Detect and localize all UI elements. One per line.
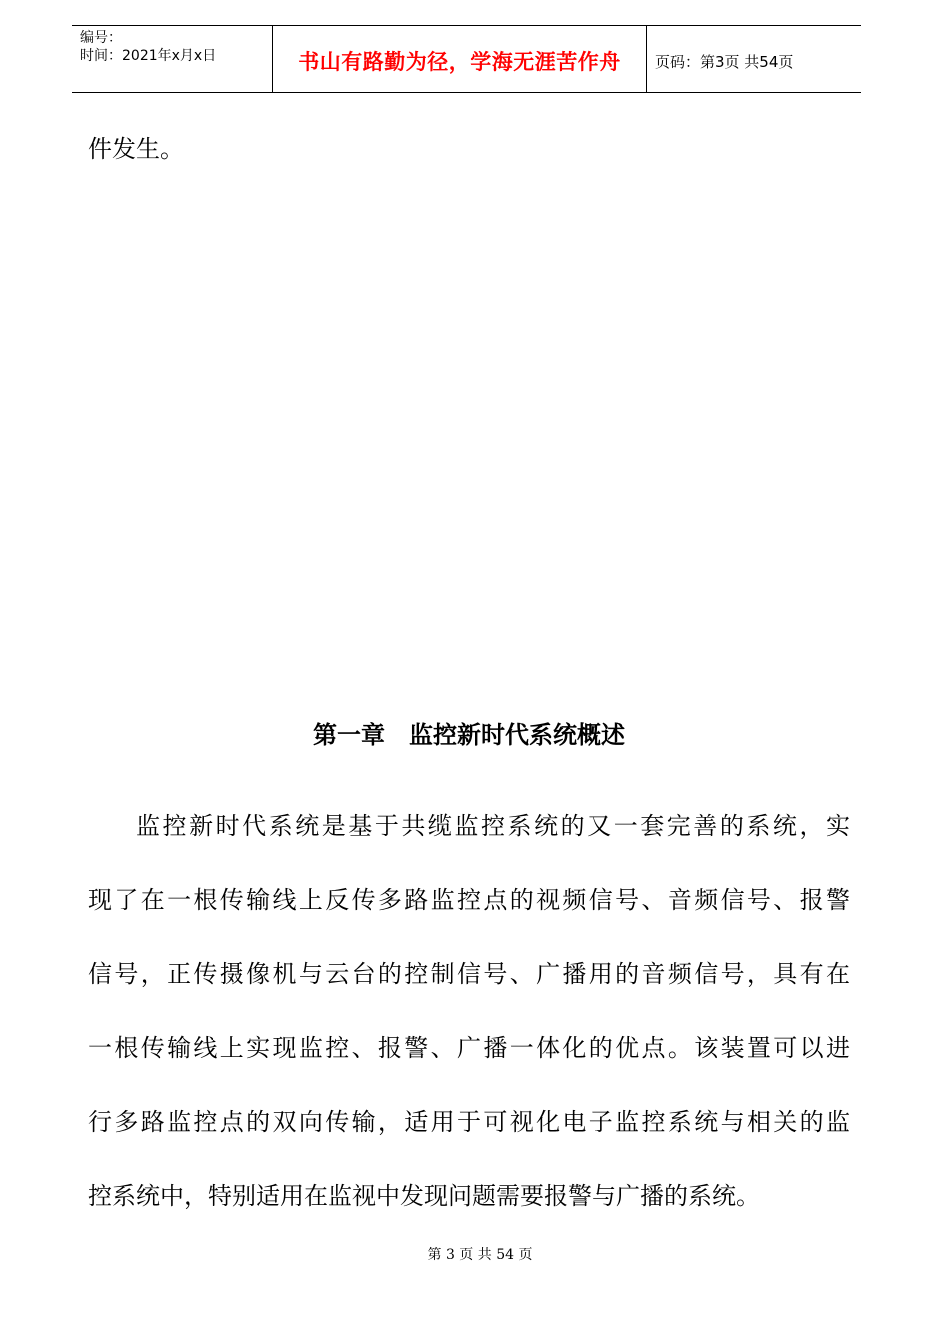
- header-motto: 书山有路勤为径，学海无涯苦作舟: [273, 26, 647, 92]
- header-meta: [72, 26, 273, 92]
- chapter-title: 第一章 监控新时代系统概述: [313, 721, 625, 749]
- page-header: [72, 25, 861, 93]
- paragraph-line: 现了在一根传输线上反传多路监控点的视频信号、音频信号、报警: [88, 886, 850, 914]
- header-page-label: 页码：第3页 共54页: [655, 52, 794, 71]
- continued-text: 件发生。: [88, 135, 184, 163]
- paragraph-line: 一根传输线上实现监控、报警、广播一体化的优点。该装置可以进: [88, 1034, 850, 1062]
- paragraph-line: 行多路监控点的双向传输，适用于可视化电子监控系统与相关的监: [88, 1108, 850, 1136]
- document-number-label: 编号：: [80, 30, 122, 46]
- document-time-label: 时间：2021年x月x日: [80, 48, 217, 64]
- paragraph-line: 控系统中，特别适用在监视中发现问题需要报警与广播的系统。: [88, 1182, 760, 1210]
- page-footer: 第 3 页 共 54 页: [427, 1247, 533, 1263]
- paragraph-line: 监控新时代系统是基于共缆监控系统的又一套完善的系统，实: [136, 812, 850, 840]
- chapter-paragraph: [88, 806, 850, 1250]
- paragraph-line: 信号，正传摄像机与云台的控制信号、广播用的音频信号，具有在: [88, 960, 850, 988]
